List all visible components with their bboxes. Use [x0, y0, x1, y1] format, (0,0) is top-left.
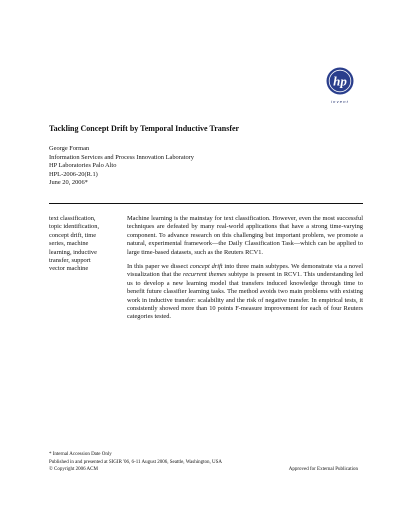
hp-logo-icon — [326, 67, 354, 95]
keyword-line: series, machine — [49, 240, 89, 248]
keyword-line: learning, inductive — [49, 248, 97, 256]
hp-logo-mark: hp — [333, 73, 347, 89]
keyword-line: text classification, — [49, 215, 96, 222]
abstract-emphasis-recurrent-themes: recurrent themes — [183, 271, 227, 279]
keyword-line: topic identification, — [49, 223, 100, 231]
keywords-column — [49, 215, 119, 274]
report-number: HPL-2006-20(R.1) — [49, 170, 98, 178]
abstract-paragraph-2 — [127, 263, 363, 322]
abstract — [127, 215, 363, 328]
hp-logo-tagline: invent — [331, 99, 349, 104]
abstract-text: In this paper we dissect — [127, 263, 190, 271]
report-date: June 20, 2006* — [49, 179, 88, 187]
footer-publication-note: Published in and presented at SIGIR '06, 6-11 August 2006, Seattle, Washington, USA — [49, 459, 222, 465]
footer-accession-note: * Internal Accession Date Only — [49, 452, 112, 457]
author-lab: Information Services and Process Innovation Laboratory — [49, 153, 194, 161]
footer-approval: Approved for External Publication — [288, 467, 358, 473]
header-divider — [49, 203, 363, 204]
hp-logo — [326, 67, 354, 107]
abstract-text: subtype is present in RCV1. This understanding led us to develop a new learning model that transfers induced knowledge through time to benefit future classifier learning tasks. The method avoids two main problems with existing work in inductive transfer: scalability and the risk of negative transfer. In empirical tests, it consistently showed more than 10 points F-measure improvement for each of four Reuters categories tested. — [127, 271, 363, 321]
report-title: Tackling Concept Drift by Temporal Inductive Transfer — [49, 124, 240, 133]
keyword-line: vector machine — [49, 265, 89, 273]
author-block — [49, 145, 194, 188]
abstract-text: into three main subtypes. We demonstrate via a novel visualization that the — [127, 263, 363, 279]
author-name: George Forman — [49, 145, 90, 152]
footer — [49, 451, 363, 474]
author-org: HP Laboratories Palo Alto — [49, 162, 117, 170]
keyword-line: concept drift, time — [49, 231, 97, 239]
abstract-emphasis-concept-drift: concept drift — [189, 263, 223, 271]
footer-copyright: © Copyright 2006 ACM — [49, 467, 98, 473]
footer-copyright-row — [49, 466, 363, 474]
abstract-paragraph-1: Machine learning is the mainstay for text classification. However, even the most successful techniques are defeated by many real-world applications that have a strong time-varying component. To advance research on this challenging but important problem, we promote a natural, experimental framework—the Daily Classification Task—which can be applied to large time-based datasets, such as the Reuters RCV1. — [127, 215, 363, 256]
keyword-line: transfer, support — [49, 257, 91, 265]
